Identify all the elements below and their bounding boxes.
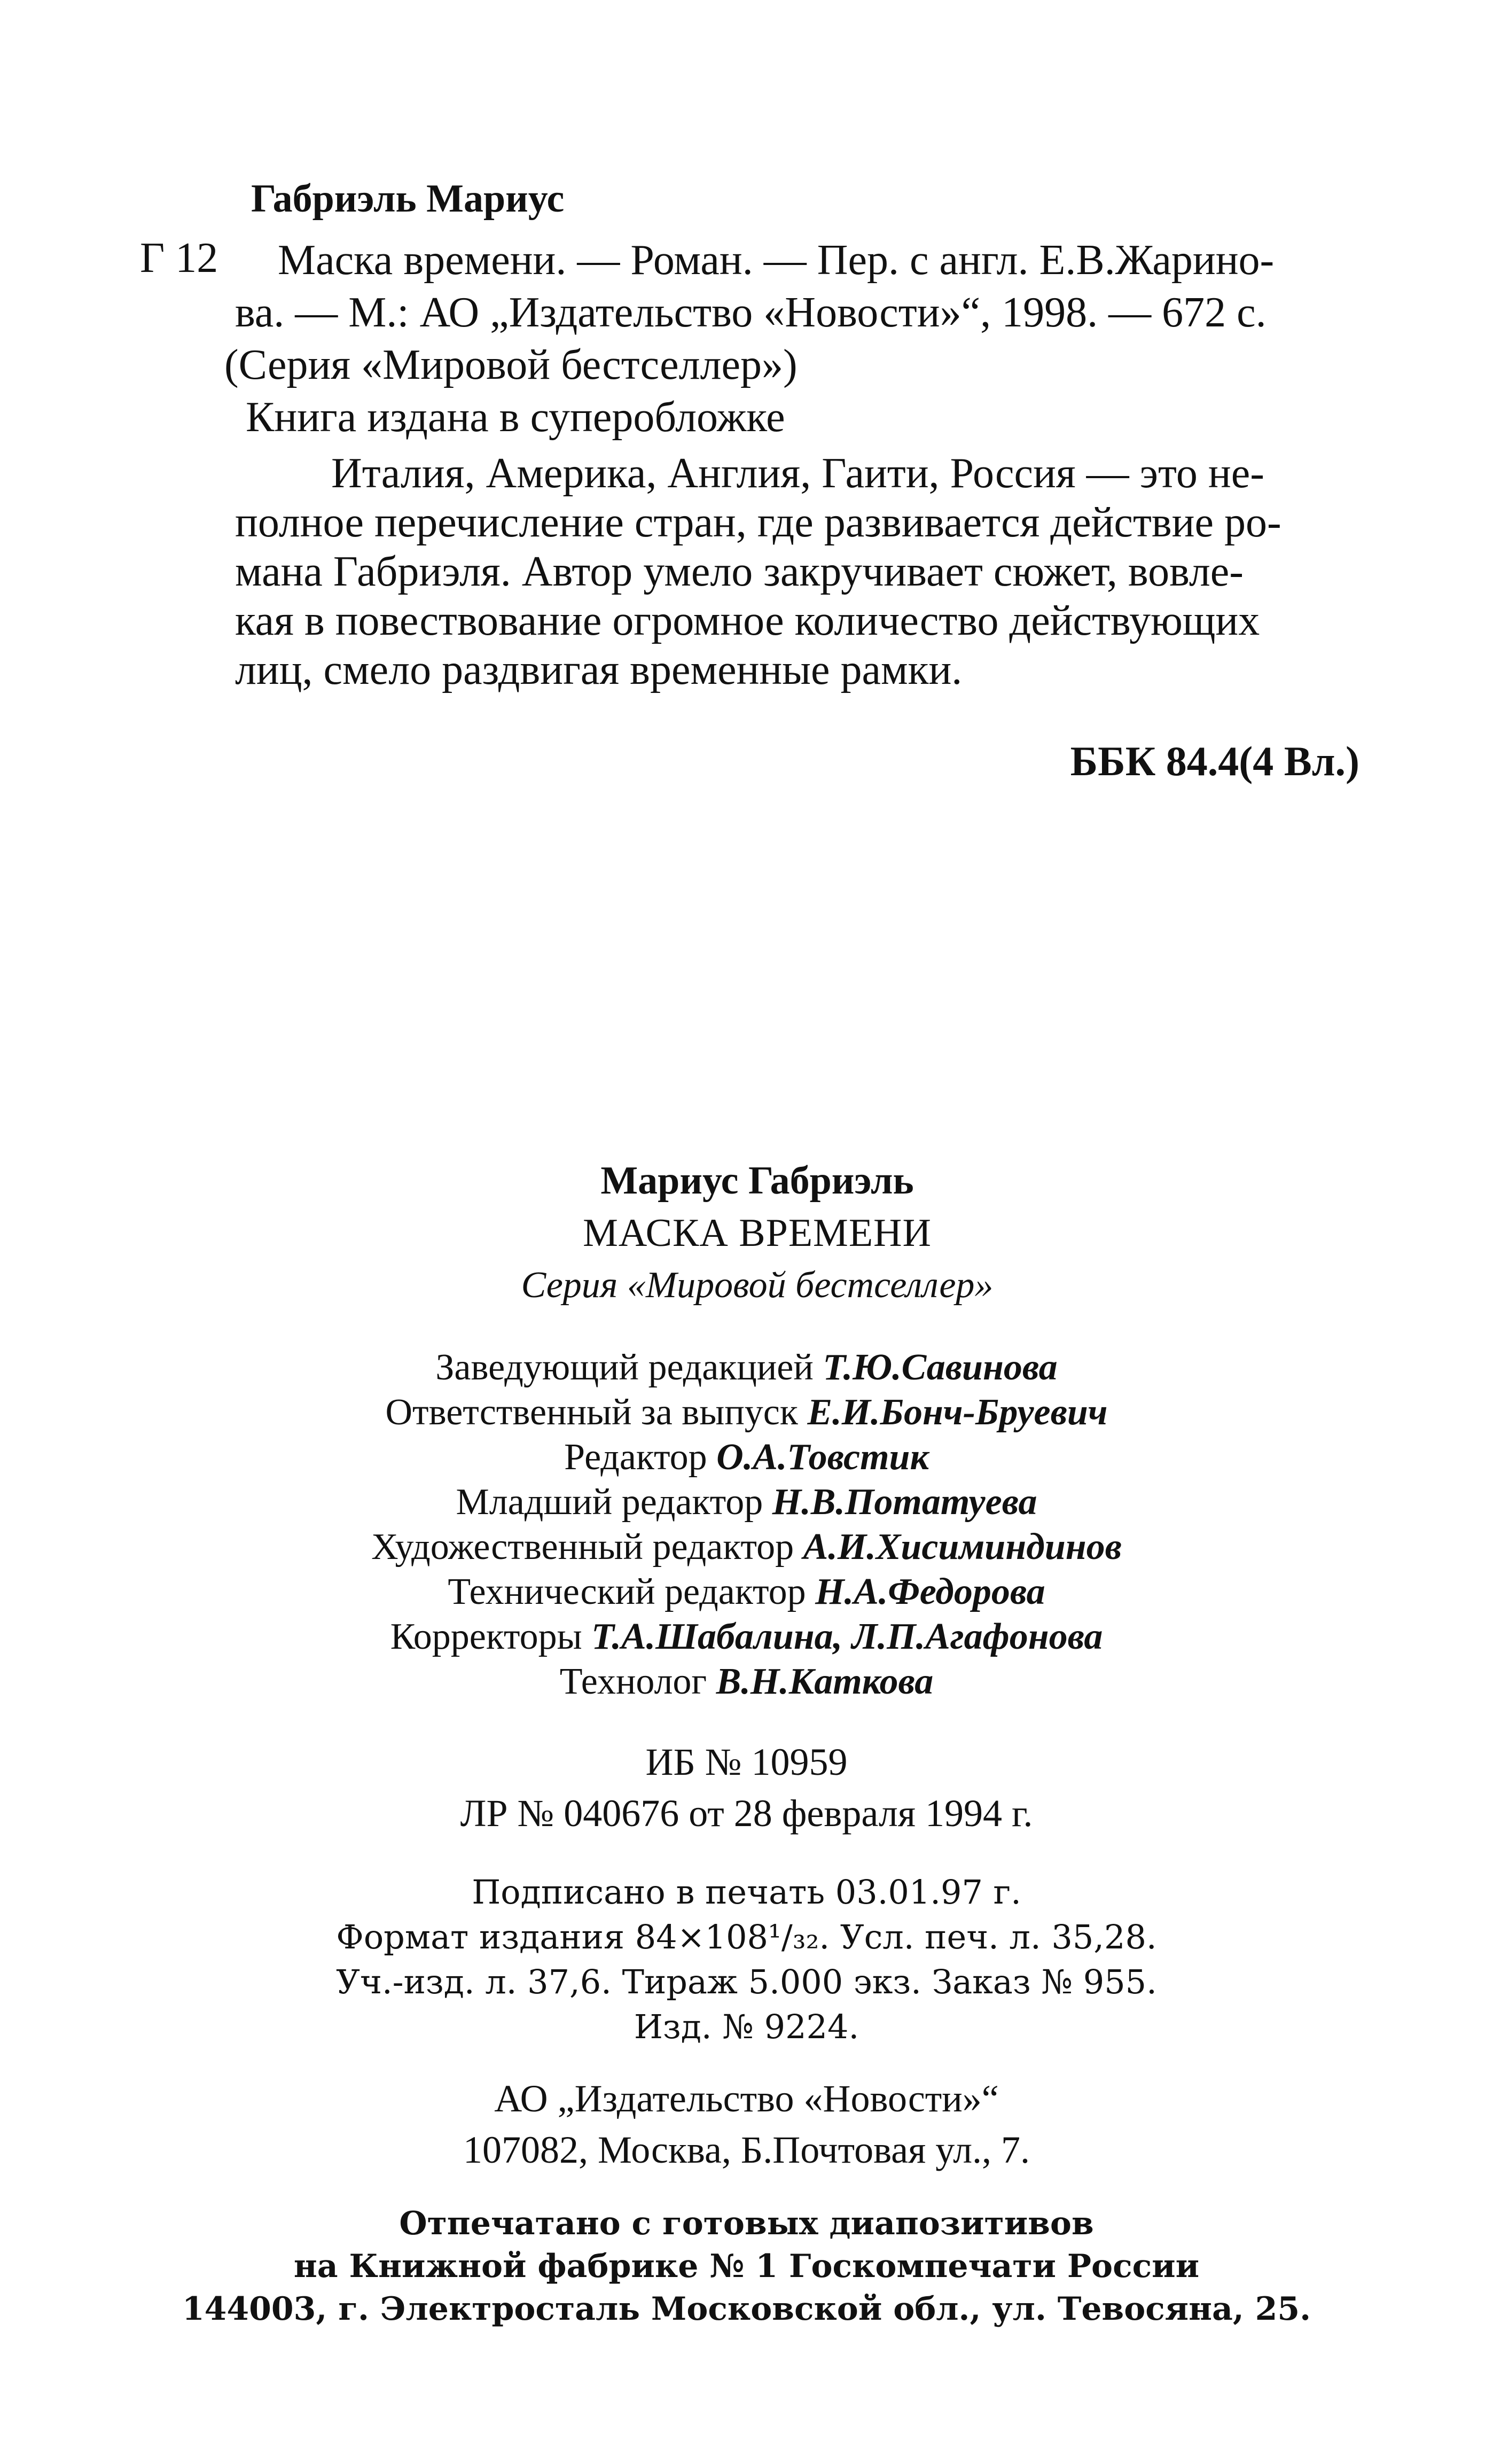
annotation-line: лиц, смело раздвигая временные рамки. xyxy=(235,646,963,693)
publisher-address: 107082, Москва, Б.Почтовая ул., 7. xyxy=(463,2128,1030,2171)
staff-role: Технический редактор xyxy=(448,1571,816,1612)
editorial-staff-list xyxy=(0,1345,1493,1704)
staff-role: Ответственный за выпуск xyxy=(385,1392,808,1433)
catalog-line-publication: ва. — М.: АО „Издательство «Новости»“, 1998. — 672 с. xyxy=(235,289,1267,336)
imprint-block xyxy=(0,1154,1493,2330)
staff-row xyxy=(0,1615,1493,1659)
print-detail-line: Уч.-изд. л. 37,6. Тираж 5.000 экз. Заказ № 955. xyxy=(336,1962,1157,2001)
catalog-line-series: (Серия «Мировой бестселлер») xyxy=(224,341,798,388)
staff-role: Художественный редактор xyxy=(371,1526,803,1568)
catalog-index-code: Г 12 xyxy=(140,235,218,282)
annotation-line: кая в повествование огромное количество действующих xyxy=(235,597,1260,644)
catalog-author-heading: Габриэль Мариус xyxy=(251,177,565,221)
print-detail-line: Подписано в печать 03.01.97 г. xyxy=(472,1873,1021,1912)
staff-row xyxy=(0,1570,1493,1615)
staff-role: Заведующий редакцией xyxy=(435,1347,823,1388)
print-detail-line: Изд. № 9224. xyxy=(634,2007,859,2046)
registration-block xyxy=(0,1736,1493,1839)
staff-row xyxy=(0,1525,1493,1570)
factory-line: на Книжной фабрике № 1 Госкомпечати России xyxy=(293,2248,1200,2285)
staff-row xyxy=(0,1345,1493,1390)
license-number: ЛР № 040676 от 28 февраля 1994 г. xyxy=(460,1792,1033,1835)
printing-factory-info xyxy=(0,2202,1493,2330)
catalog-line-binding: Книга издана в суперобложке xyxy=(246,394,785,441)
print-details xyxy=(0,1870,1493,2049)
annotation-line: Италия, Америка, Англия, Гаити, Россия — это не- xyxy=(331,450,1264,497)
print-detail-line: Формат издания 84×108¹/₃₂. Усл. печ. л. 35,28. xyxy=(336,1917,1157,1956)
staff-name: А.И.Хисиминдинов xyxy=(803,1526,1122,1568)
staff-row xyxy=(0,1435,1493,1480)
staff-name: Т.Ю.Савинова xyxy=(823,1347,1058,1388)
staff-role: Технолог xyxy=(559,1661,716,1702)
imprint-title: МАСКА ВРЕМЕНИ xyxy=(583,1211,932,1255)
annotation-line: полное перечисление стран, где развивается действие ро- xyxy=(235,499,1281,546)
bbk-classification: ББК 84.4(4 Вл.) xyxy=(1070,738,1359,784)
publisher-info xyxy=(0,2073,1493,2176)
staff-role: Младший редактор xyxy=(456,1481,772,1523)
publisher-name: АО „Издательство «Новости»“ xyxy=(494,2077,999,2120)
imprint-author: Мариус Габриэль xyxy=(600,1159,914,1203)
factory-line: Отпечатано с готовых диапозитивов xyxy=(399,2205,1094,2242)
staff-name: Н.В.Потатуева xyxy=(772,1481,1037,1523)
staff-name: Н.А.Федорова xyxy=(815,1571,1045,1612)
imprint-series: Серия «Мировой бестселлер» xyxy=(521,1265,994,1306)
annotation-line: мана Габриэля. Автор умело закручивает сюжет, вовле- xyxy=(235,548,1244,595)
staff-name: В.Н.Каткова xyxy=(716,1661,934,1702)
staff-row xyxy=(0,1480,1493,1525)
staff-name: Т.А.Шабалина, Л.П.Агафонова xyxy=(591,1616,1103,1657)
staff-role: Редактор xyxy=(564,1437,717,1478)
staff-row xyxy=(0,1659,1493,1704)
staff-name: О.А.Товстик xyxy=(716,1437,929,1478)
staff-row xyxy=(0,1390,1493,1435)
catalog-annotation xyxy=(235,449,1367,695)
staff-name: Е.И.Бонч-Бруевич xyxy=(807,1392,1108,1433)
staff-role: Корректоры xyxy=(390,1616,592,1657)
factory-line: 144003, г. Электросталь Московской обл., ул. Тевосяна, 25. xyxy=(182,2290,1311,2328)
catalog-description xyxy=(224,234,1373,443)
catalog-line-title: Маска времени. — Роман. — Пер. с англ. Е.В.Жарино- xyxy=(278,237,1275,284)
ib-number: ИБ № 10959 xyxy=(645,1741,848,1783)
